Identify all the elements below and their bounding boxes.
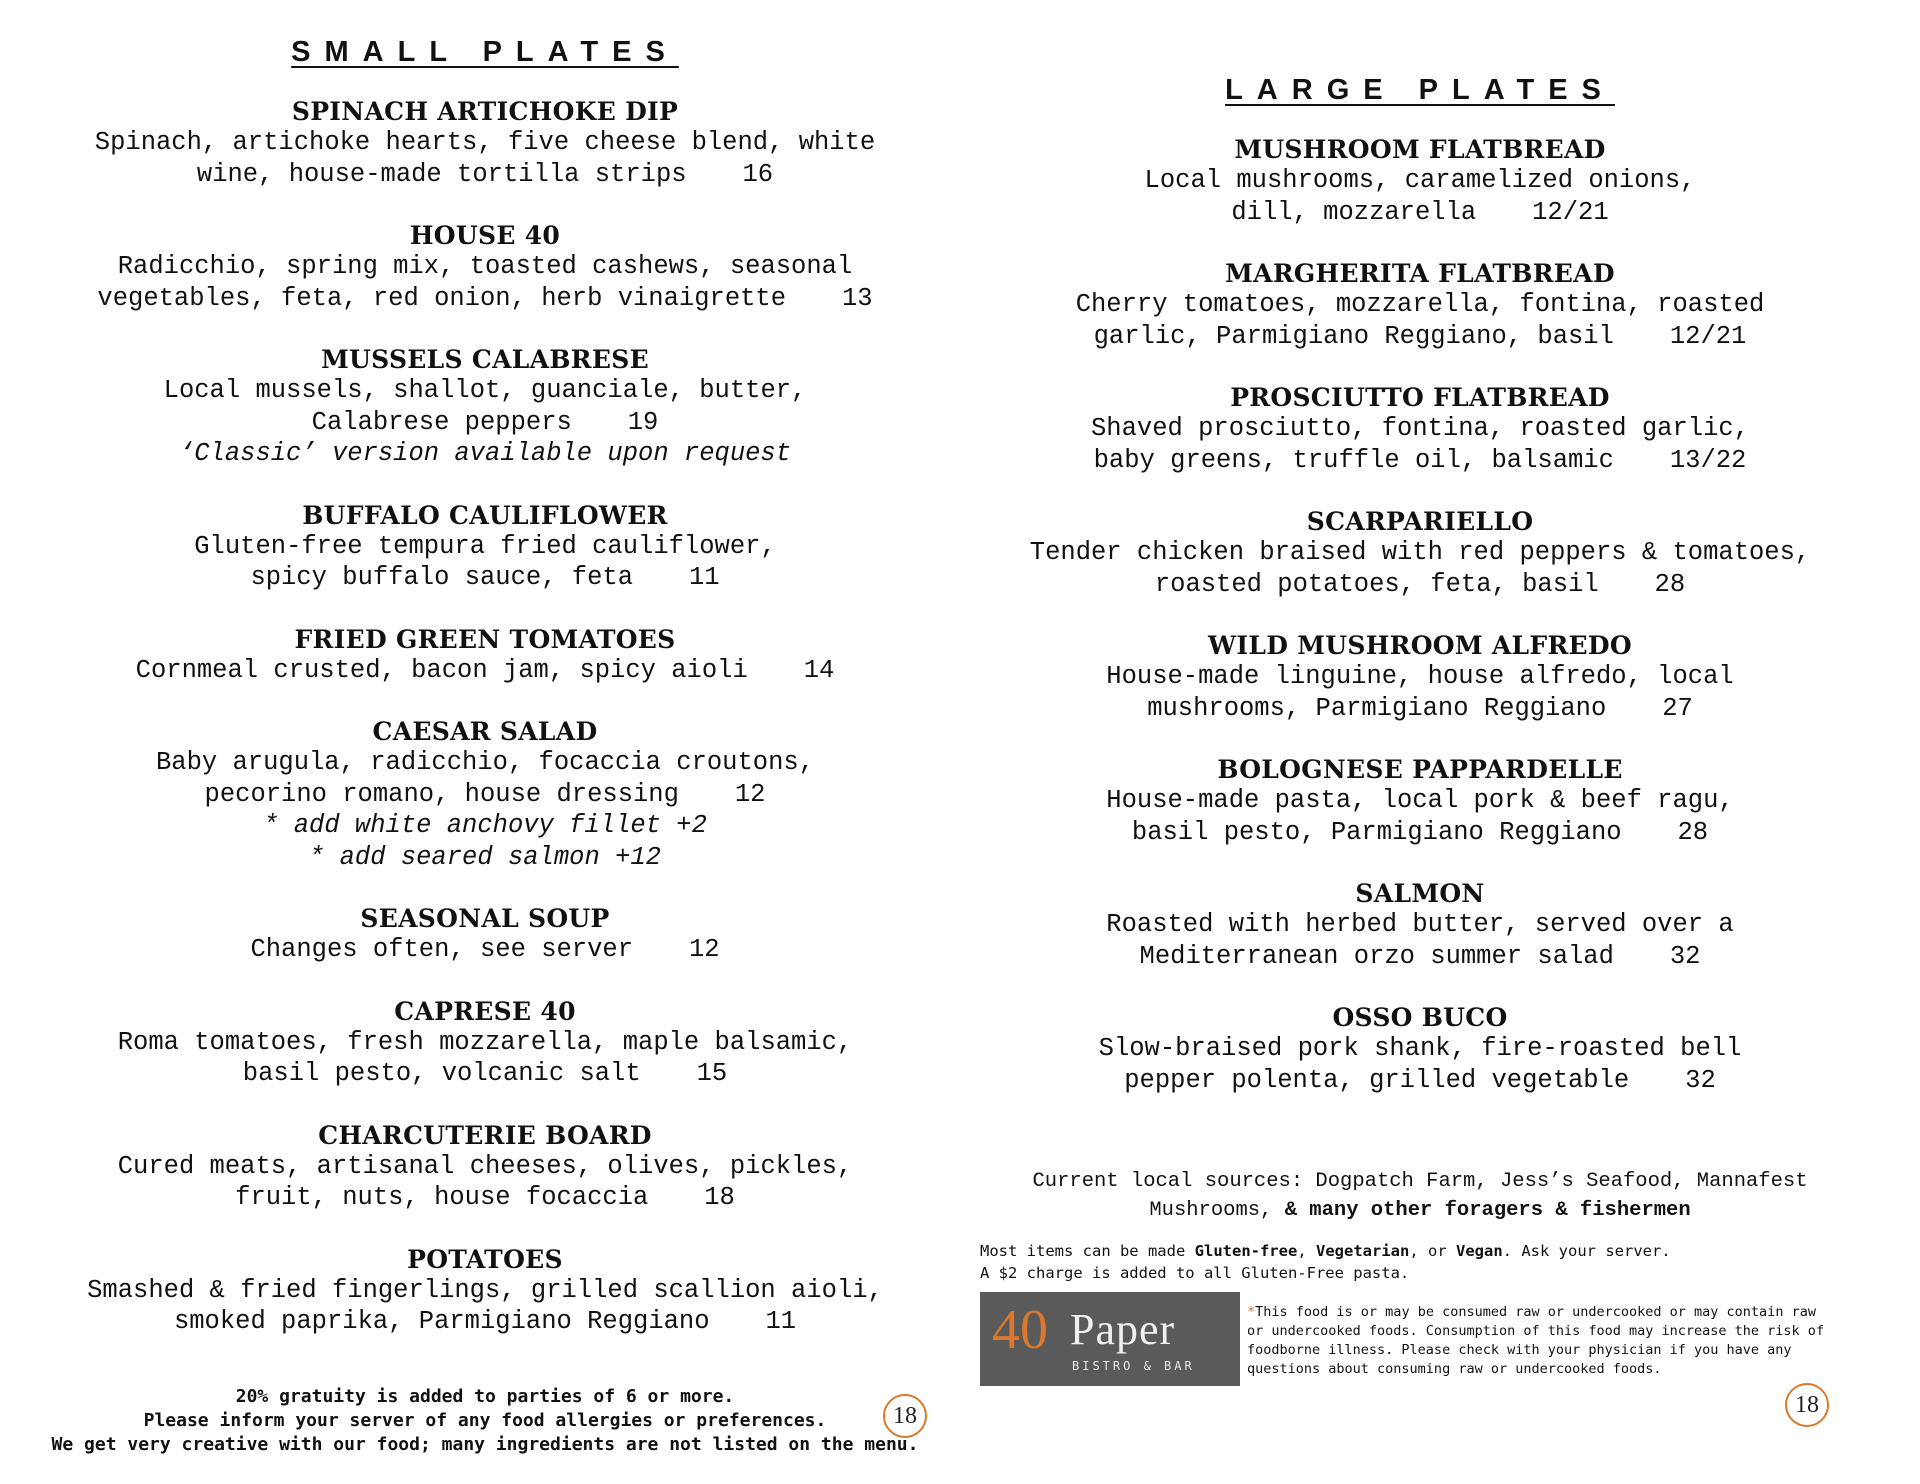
menu-item: [20, 1121, 950, 1214]
dish-name: HOUSE 40: [409, 221, 561, 250]
dish-description: [20, 1151, 950, 1183]
dish-description: [20, 1058, 950, 1090]
dish-price: 28: [1677, 817, 1709, 847]
dietary-suffix: . Ask your server.: [1502, 1242, 1671, 1260]
sources-line: Current local sources: Dogpatch Farm, Jess’s Seafood, Mannafest: [1032, 1170, 1808, 1193]
description-text: Slow-braised pork shank, fire-roasted bell: [1098, 1034, 1742, 1063]
dish-description: [960, 569, 1880, 601]
small-plates-title: SMALL PLATES: [291, 36, 679, 68]
menu-item: [960, 1003, 1880, 1096]
large-plates-title: LARGE PLATES: [1225, 74, 1615, 106]
dish-description: [960, 785, 1880, 817]
large-plates-list: [960, 135, 1880, 1096]
dish-description: [20, 1306, 950, 1338]
description-text: garlic, Parmigiano Reggiano, basil: [1093, 321, 1614, 351]
raw-food-warning: [1247, 1303, 1837, 1379]
logo-subtitle: BISTRO & BAR: [1072, 1359, 1195, 1373]
description-text: Smashed & fried fingerlings, grilled scallion aioli,: [87, 1275, 883, 1305]
dish-price: 12: [734, 779, 766, 809]
menu-item: [20, 1245, 950, 1338]
local-sources: [970, 1167, 1870, 1225]
menu-item: [20, 904, 950, 966]
dish-price: 28: [1654, 569, 1686, 599]
dish-description: [960, 289, 1880, 321]
dish-description: [960, 413, 1880, 445]
dish-description: [20, 779, 950, 811]
sources-plain: Mushrooms,: [1149, 1199, 1273, 1222]
dish-description: [20, 283, 950, 315]
dish-description: [20, 747, 950, 779]
gratuity-footer: [20, 1385, 950, 1457]
description-text: dill, mozzarella: [1231, 197, 1477, 227]
dish-price: 27: [1662, 693, 1693, 723]
dish-description: [20, 934, 950, 966]
dish-price: 32: [1685, 1065, 1716, 1095]
description-text: House-made pasta, local pork & beef ragu,: [1106, 786, 1734, 815]
dish-description: [20, 251, 950, 283]
description-text: pecorino romano, house dressing: [204, 779, 679, 809]
dish-name: CAESAR SALAD: [372, 717, 598, 746]
logo-word: Paper: [1070, 1305, 1176, 1354]
description-text: basil pesto, volcanic salt: [242, 1059, 641, 1088]
large-plates-column: [960, 0, 1880, 1127]
dish-price: 16: [742, 159, 774, 189]
dish-name: POTATOES: [407, 1244, 563, 1274]
dish-name: BUFFALO CAULIFLOWER: [302, 500, 668, 530]
menu-item: [20, 717, 950, 873]
menu-item: [960, 631, 1880, 724]
description-text: Local mussels, shallot, guanciale, butter,: [163, 376, 807, 405]
small-plates-list: [20, 97, 950, 1338]
page-number-left: 18: [883, 1394, 927, 1438]
description-text: baby greens, truffle oil, balsamic: [1093, 445, 1614, 475]
description-text: Cornmeal crusted, bacon jam, spicy aioli: [135, 655, 748, 685]
dish-description: [20, 127, 950, 159]
dish-description: [960, 1065, 1880, 1097]
dish-price: 12/21: [1669, 321, 1747, 351]
dish-price: 15: [696, 1059, 728, 1088]
description-text: roasted potatoes, feta, basil: [1154, 569, 1599, 599]
description-text: Radicchio, spring mix, toasted cashews, seasonal: [117, 252, 853, 281]
description-text: mushrooms, Parmigiano Reggiano: [1147, 693, 1607, 723]
vegan-label: Vegan: [1456, 1242, 1503, 1260]
menu-item: [20, 501, 950, 594]
menu-item: [960, 755, 1880, 848]
description-text: pepper polenta, grilled vegetable: [1124, 1065, 1630, 1095]
dish-name: OSSO BUCO: [1332, 1003, 1508, 1032]
dish-price: 14: [803, 655, 835, 685]
menu-item: [20, 997, 950, 1090]
dish-description: [960, 693, 1880, 725]
dietary-note: [980, 1240, 1880, 1284]
dish-name: PROSCIUTTO FLATBREAD: [1230, 383, 1610, 412]
dish-note: ‘Classic’ version available upon request: [178, 439, 792, 468]
dish-note: * add seared salmon +12: [309, 842, 661, 872]
sources-bold: & many other foragers & fishermen: [1284, 1199, 1691, 1222]
dietary-prefix: Most items can be made: [980, 1242, 1186, 1260]
small-plates-column: [20, 0, 950, 1369]
page-number-right: 18: [1785, 1383, 1829, 1427]
dish-name: MARGHERITA FLATBREAD: [1225, 259, 1615, 288]
menu-item: [20, 625, 950, 687]
gluten-free-label: Gluten-free: [1194, 1242, 1298, 1260]
description-text: Roma tomatoes, fresh mozzarella, maple balsamic,: [117, 1027, 853, 1057]
dish-description: [20, 1027, 950, 1059]
dish-name: SALMON: [1355, 879, 1485, 908]
menu-item: [960, 507, 1880, 600]
dish-name: MUSHROOM FLATBREAD: [1234, 135, 1606, 164]
dish-price: 18: [704, 1183, 735, 1212]
dish-description: [960, 1033, 1880, 1065]
dish-price: 12/21: [1532, 197, 1609, 227]
dietary-line: A $2 charge is added to all Gluten-Free pasta.: [980, 1264, 1410, 1282]
dish-description: [960, 321, 1880, 353]
description-text: Changes often, see server: [250, 935, 634, 964]
dish-price: 13: [841, 283, 873, 313]
dish-description: [20, 655, 950, 687]
dish-description: [20, 407, 950, 439]
dish-price: 11: [688, 563, 720, 592]
dish-description: [20, 1275, 950, 1307]
dish-name: MUSSELS CALABRESE: [321, 345, 649, 374]
dish-description: [960, 661, 1880, 693]
dish-price: 11: [765, 1307, 797, 1336]
footer-line: We get very creative with our food; many ingredients are not listed on the menu.: [51, 1434, 919, 1455]
menu-item: [960, 879, 1880, 972]
warning-text: This food is or may be consumed raw or undercooked or may contain raw or undercooked foods. Consumption of this food may increase the risk of foodborne illness. Please check with your physician if you have any questions about consuming raw or undercooked foods.: [1247, 1304, 1825, 1377]
restaurant-logo: [980, 1292, 1240, 1386]
menu-item: [960, 259, 1880, 352]
menu-item: [20, 345, 950, 470]
dish-name: CAPRESE 40: [394, 996, 576, 1026]
dish-description: [960, 537, 1880, 569]
dish-price: 13/22: [1669, 445, 1747, 475]
dish-name: CHARCUTERIE BOARD: [318, 1120, 652, 1150]
dish-description: [20, 562, 950, 594]
description-text: Cherry tomatoes, mozzarella, fontina, roasted: [1075, 290, 1765, 319]
dish-description: [960, 817, 1880, 849]
description-text: Mediterranean orzo summer salad: [1139, 941, 1614, 971]
dish-description: [960, 165, 1880, 197]
dish-description: [960, 445, 1880, 477]
description-text: Cured meats, artisanal cheeses, olives, pickles,: [117, 1151, 853, 1181]
menu-item: [960, 383, 1880, 476]
footer-line: Please inform your server of any food allergies or preferences.: [143, 1410, 827, 1431]
warning-asterisk: *: [1247, 1304, 1256, 1320]
description-text: smoked paprika, Parmigiano Reggiano: [173, 1307, 710, 1336]
dish-description: [960, 197, 1880, 229]
dietary-sep: ,: [1297, 1242, 1307, 1260]
dish-description: [20, 159, 950, 191]
dish-name: FRIED GREEN TOMATOES: [294, 624, 676, 654]
dish-name: WILD MUSHROOM ALFREDO: [1208, 631, 1632, 660]
description-text: Gluten-free tempura fried cauliflower,: [194, 531, 776, 561]
description-text: Roasted with herbed butter, served over a: [1106, 910, 1734, 939]
description-text: Tender chicken braised with red peppers & tomatoes,: [1029, 538, 1811, 567]
dish-description: [960, 909, 1880, 941]
dish-name: SEASONAL SOUP: [360, 904, 610, 933]
dish-description: [960, 941, 1880, 973]
dish-note: * add white anchovy fillet +2: [263, 811, 707, 840]
vegetarian-label: Vegetarian: [1316, 1242, 1410, 1260]
description-text: Local mushrooms, caramelized onions,: [1144, 166, 1696, 195]
menu-item: [20, 97, 950, 190]
dish-description: [20, 531, 950, 563]
logo-number: 40: [992, 1299, 1048, 1361]
description-text: wine, house-made tortilla strips: [196, 159, 687, 189]
description-text: Calabrese peppers: [311, 407, 572, 437]
dietary-sep: , or: [1409, 1242, 1447, 1260]
dish-name: SPINACH ARTICHOKE DIP: [291, 97, 679, 126]
footer-line: 20% gratuity is added to parties of 6 or more.: [235, 1386, 735, 1407]
dish-price: 12: [688, 935, 720, 964]
description-text: fruit, nuts, house focaccia: [235, 1183, 649, 1212]
description-text: Spinach, artichoke hearts, five cheese blend, white: [94, 128, 876, 157]
menu-item: [20, 221, 950, 314]
dish-price: 32: [1669, 941, 1701, 971]
sources-line: [970, 1196, 1870, 1225]
dish-description: [20, 1182, 950, 1214]
description-text: Shaved prosciutto, fontina, roasted garlic,: [1090, 414, 1749, 443]
menu-item: [960, 135, 1880, 228]
dish-description: [20, 375, 950, 407]
dish-name: SCARPARIELLO: [1306, 507, 1534, 536]
description-text: spicy buffalo sauce, feta: [250, 563, 634, 592]
dish-price: 19: [627, 407, 659, 437]
description-text: Baby arugula, radicchio, focaccia croutons,: [155, 748, 814, 777]
dietary-line: [980, 1240, 1880, 1262]
description-text: basil pesto, Parmigiano Reggiano: [1131, 817, 1622, 847]
description-text: House-made linguine, house alfredo, local: [1106, 662, 1734, 691]
description-text: vegetables, feta, red onion, herb vinaigrette: [97, 283, 787, 313]
dish-name: BOLOGNESE PAPPARDELLE: [1217, 755, 1623, 784]
